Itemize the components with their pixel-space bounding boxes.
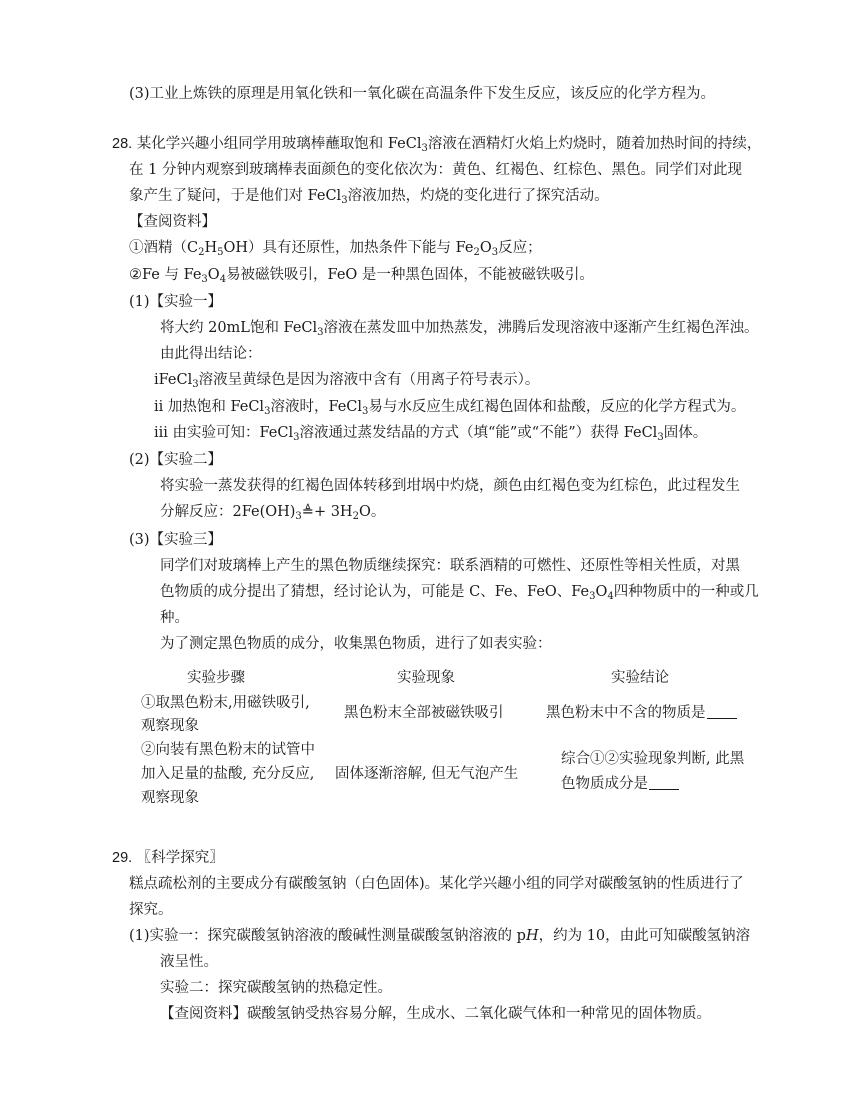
table-header-step: 实验步骤 [187,670,245,686]
q29-line3: (1)实验一：探究碳酸氢钠溶液的酸碱性测量碳酸氢钠溶液的 pH，约为 10，由此可知碳酸氢钠溶 [129,928,751,944]
experiment-3-title: (3)【实验三】 [129,532,223,548]
conclusion-iii: iii 由实验可知：FeCl$_3$溶液通过蒸发结晶的方式（填“能”或“不能”）获得 FeCl$_3$固体。 [154,425,708,443]
question-number: 29. [112,850,133,866]
experiment-3-line4: 为了测定黑色物质的成分，收集黑色物质，进行了如表实验： [160,636,552,652]
q29-line5: 实验二：探究碳酸氢钠的热稳定性。 [160,980,392,996]
table-row1-step-b: 观察现象 [141,718,199,734]
table-row2-step-a: ②向装有黑色粉末的试管中 [141,742,315,758]
reference-item-2: ②Fe 与 $Fe_3O_4$易被磁铁吸引，FeO 是一种黑色固体，不能被磁铁吸引。 [129,267,594,285]
answer-blank[interactable] [707,704,737,719]
conclusion-i: iFeCl$_3$溶液呈黄绿色是因为溶液中含有（用离子符号表示）。 [154,372,540,390]
experiment-1-line2: 由此得出结论： [160,346,262,362]
table-row2-step-b: 加入足量的盐酸, 充分反应, [141,766,315,782]
q29-title: 29. 〖科学探究〗 [112,850,224,866]
experiment-3-line3: 种。 [160,610,189,626]
conclusion-ii: ii 加热饱和 FeCl$_3$溶液时，FeCl$_3$易与水反应生成红褐色固体和盐酸，反应的化学方程式为。 [154,399,746,417]
q27-part3: (3)工业上炼铁的原理是用氧化铁和一氧化碳在高温条件下发生反应，该反应的化学方程为。 [129,86,716,102]
table-header-conclusion: 实验结论 [611,670,669,686]
q29-line6: 【查阅资料】碳酸氢钠受热容易分解，生成水、二氧化碳气体和一种常见的固体物质。 [160,1006,711,1022]
reference-title: 【查阅资料】 [129,214,216,230]
q29-line1: 糕点疏松剂的主要成分有碳酸氢钠（白色固体)。某化学兴趣小组的同学对碳酸氢钠的性质进行了 [129,876,744,892]
q28-intro-line3: 象产生了疑问，于是他们对 FeCl$_3$溶液加热，灼烧的变化进行了探究活动。 [129,188,609,206]
experiment-3-line2: 色物质的成分提出了猜想，经讨论认为，可能是 C、Fe、FeO、$Fe_3O_4$四种物质中的一种或几 [160,584,759,602]
experiment-3-line1: 同学们对玻璃棒上产生的黑色物质继续探究：联系酒精的可燃性、还原性等相关性质，对黑 [160,558,740,574]
q29-line2: 探究。 [129,902,173,918]
q28-intro-line2: 在 1 分钟内观察到玻璃棒表面颜色的变化依次为：黄色、红褐色、红棕色、黑色。同学们对此现 [129,162,742,178]
experiment-2-line2: 分解反应：$2Fe(OH)_3≜+ 3H_2O$。 [160,504,386,522]
table-row1-step-a: ①取黑色粉末,用磁铁吸引, [141,695,310,711]
experiment-1-line1: 将大约 20mL饱和 FeCl$_3$溶液在蒸发皿中加热蒸发，沸腾后发现溶液中逐渐产生红褐色浑浊。 [160,320,759,338]
q28-intro-line1: 28. 某化学兴趣小组同学用玻璃棒蘸取饱和 FeCl$_3$溶液在酒精灯火焰上灼烧时，随着加热时间的持续， [112,136,762,154]
question-number: 28. [112,136,133,152]
table-row2-phenomenon: 固体逐渐溶解, 但无气泡产生 [335,766,519,782]
answer-blank[interactable] [649,775,679,790]
experiment-2-title: (2)【实验二】 [129,452,223,468]
table-row2-conclusion-a: 综合①②实验现象判断, 此黑 [561,751,745,767]
table-header-phenomenon: 实验现象 [397,670,455,686]
experiment-1-title: (1)【实验一】 [129,294,223,310]
experiment-2-line1: 将实验一蒸发获得的红褐色固体转移到坩埚中灼烧，颜色由红褐色变为红棕色，此过程发生 [160,478,740,494]
reference-item-1: ①酒精$(C_2H_5OH)$具有还原性，加热条件下能与 $Fe_2O_3$反应； [129,240,542,258]
table-row2-step-c: 观察现象 [141,790,199,806]
table-row1-phenomenon: 黑色粉末全部被磁铁吸引 [344,705,504,721]
q29-line4: 液呈性。 [160,954,218,970]
table-row2-conclusion-b: 色物质成分是 [561,771,679,797]
table-row1-conclusion: 黑色粉末中不含的物质是 [546,700,737,726]
